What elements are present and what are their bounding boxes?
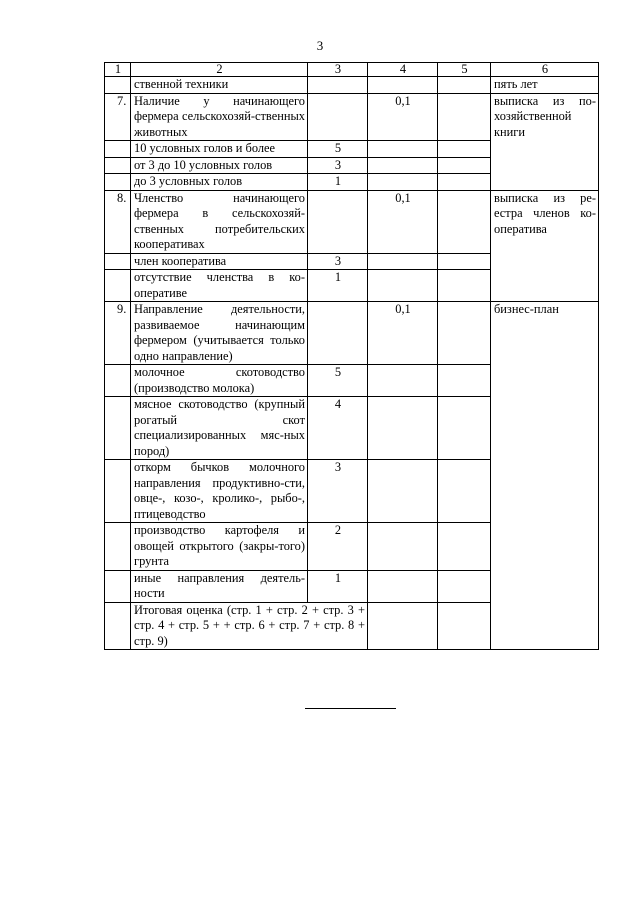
option-points: 2	[308, 523, 368, 571]
option-points: 3	[308, 253, 368, 270]
option-label: молочное скотоводство (производство молока)	[131, 365, 308, 397]
page-number: 3	[316, 38, 324, 53]
column-header: 6	[491, 63, 599, 77]
criterion-title: Направление деятельности, развиваемое начинающим фермером (учитывается только одно направление)	[131, 302, 308, 365]
criterion-source: бизнес-план	[491, 302, 599, 650]
criterion-weight: 0,1	[368, 302, 438, 365]
column-header: 1	[105, 63, 131, 77]
option-label: иные направления деятель-ности	[131, 570, 308, 602]
scoring-table	[104, 62, 599, 650]
source-text: пять лет	[491, 77, 599, 94]
option-points: 4	[308, 397, 368, 460]
criterion-number: 8.	[105, 190, 131, 253]
option-points: 5	[308, 141, 368, 158]
option-label: член кооператива	[131, 253, 308, 270]
criterion-row	[105, 302, 599, 365]
column-header: 5	[438, 63, 491, 77]
option-points: 1	[308, 174, 368, 191]
option-points: 3	[308, 460, 368, 523]
criterion-weight: 0,1	[368, 190, 438, 253]
option-points: 1	[308, 270, 368, 302]
criterion-weight: 0,1	[368, 93, 438, 141]
criterion-row	[105, 93, 599, 141]
column-header: 4	[368, 63, 438, 77]
criterion-row	[105, 190, 599, 253]
column-header: 2	[131, 63, 308, 77]
option-label: мясное скотоводство (крупный рогатый скот специализированных мяс-ных пород)	[131, 397, 308, 460]
criterion-source: выписка из по-хозяйственной книги	[491, 93, 599, 190]
option-label: до 3 условных голов	[131, 174, 308, 191]
option-label: отсутствие членства в ко-оперативе	[131, 270, 308, 302]
criterion-title: Наличие у начинающего фермера сельскохозяй-ственных животных	[131, 93, 308, 141]
total-label: Итоговая оценка (стр. 1 + стр. 2 + стр. 3 + стр. 4 + стр. 5 + + стр. 6 + стр. 7 + стр. 8 + стр. 9)	[131, 602, 368, 650]
criterion-number: 9.	[105, 302, 131, 365]
table-row	[105, 77, 599, 94]
column-header: 3	[308, 63, 368, 77]
option-label: 10 условных голов и более	[131, 141, 308, 158]
option-label: откорм бычков молочного направления продуктивно-сти, овце-, козо-, кролико-, рыбо-, птицеводство	[131, 460, 308, 523]
option-points: 5	[308, 365, 368, 397]
criterion-title: Членство начинающего фермера в сельскохозяй-ственных потребительских кооперативах	[131, 190, 308, 253]
option-points: 1	[308, 570, 368, 602]
option-label: от 3 до 10 условных голов	[131, 157, 308, 174]
criterion-number: 7.	[105, 93, 131, 141]
criterion-source: выписка из ре-естра членов ко-оператива	[491, 190, 599, 302]
option-label: производство картофеля и овощей открытого (закры-того) грунта	[131, 523, 308, 571]
option-points: 3	[308, 157, 368, 174]
criterion-text: ственной техники	[131, 77, 308, 94]
table-header-row	[105, 63, 599, 77]
end-separator-line	[305, 708, 396, 709]
